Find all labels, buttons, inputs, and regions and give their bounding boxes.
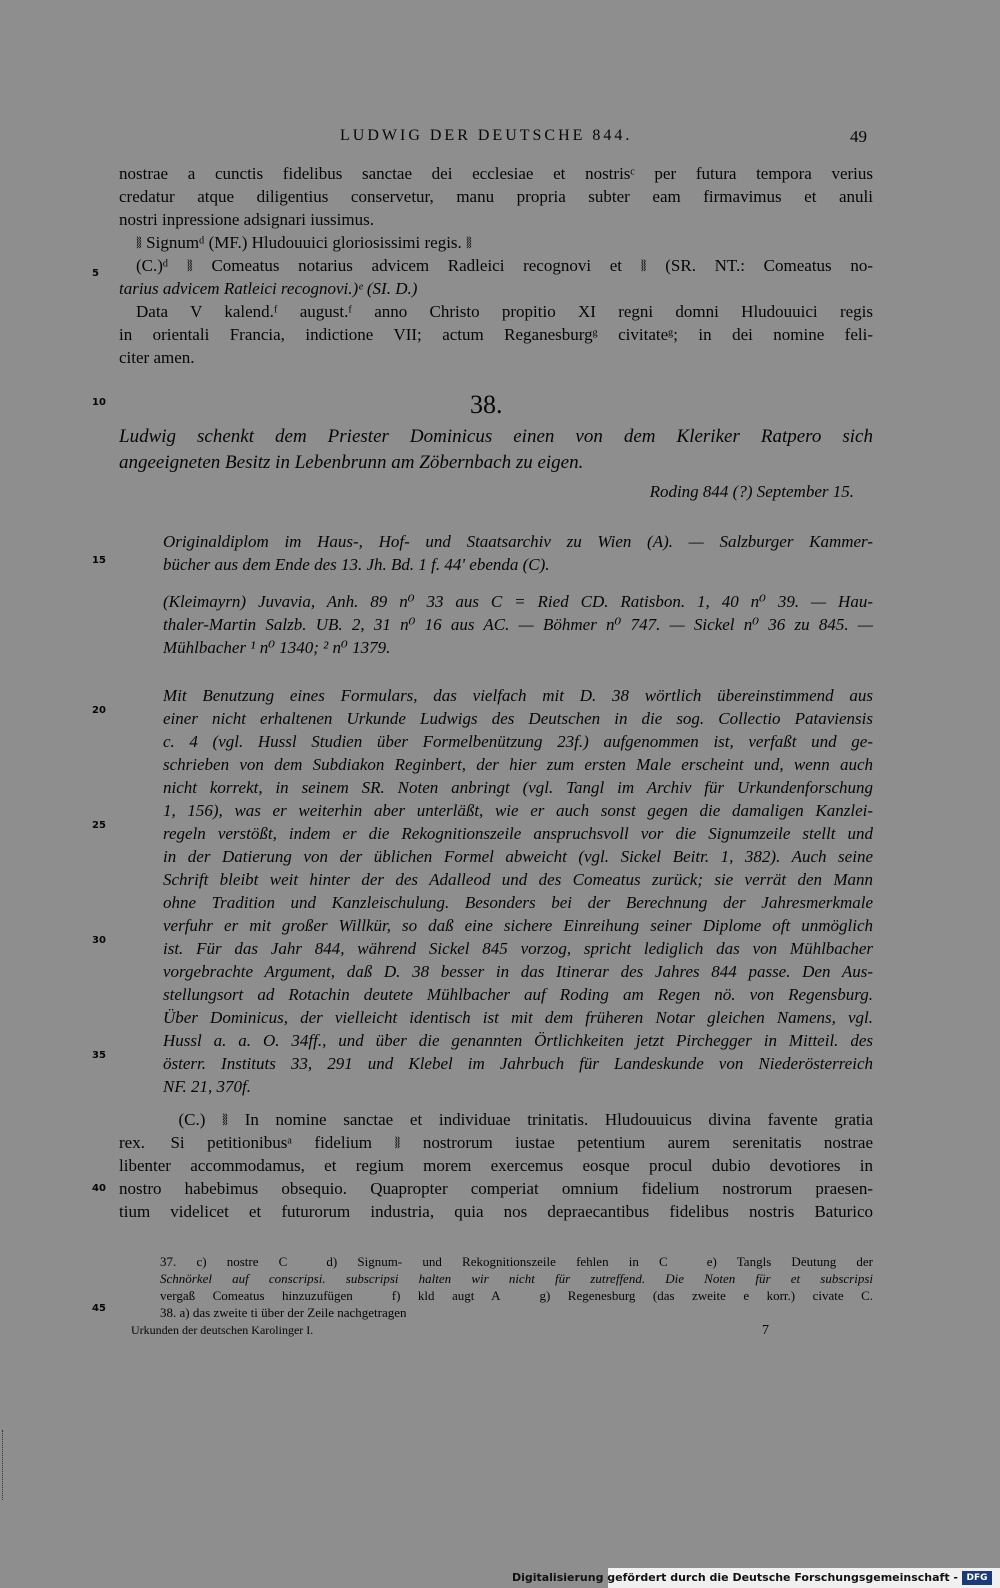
text-line: in der Datierung von der üblichen Formel abweicht (vgl. Sickel Beitr. 1, 382). Auch seine — [163, 847, 873, 866]
line-number: 15 — [92, 555, 106, 566]
date-place: Roding 844 (?) September 15. — [649, 482, 854, 501]
footnote-line: 37. c) nostre C d) Signum- und Rekognitionszeile fehlen in C e) Tangls Deutung der — [160, 1254, 873, 1269]
signature-line: Urkunden der deutschen Karolinger I. — [131, 1323, 314, 1337]
text-line: Mit Benutzung eines Formulars, das vielfach mit D. 38 wörtlich übereinstimmend aus — [163, 686, 873, 705]
text-line: (Kleimayrn) Juvavia, Anh. 89 n⁰ 33 aus C = Ried CD. Ratisbon. 1, 40 n⁰ 39. — Hau- — [163, 592, 873, 611]
text-line: Schrift bleibt weit hinter der des Adalleod und des Comeatus zurück; sie verrät den Mann — [163, 870, 873, 889]
text-line: libenter accommodamus, et regium morem exercemus eosque procul dubio devotiores in — [119, 1156, 873, 1175]
line-number: 25 — [92, 820, 106, 831]
document-number: 38. — [470, 390, 503, 419]
footnote-line: 38. a) das zweite ti über der Zeile nachgetragen — [160, 1305, 407, 1320]
text-line: ⧚ Signumᵈ (MF.) Hludouuici gloriosissimi regis. ⧚ — [119, 233, 472, 252]
previous-document-text — [119, 162, 873, 369]
line-number: 5 — [92, 268, 99, 279]
sheet-number: 7 — [762, 1323, 769, 1338]
text-line: Über Dominicus, der vielleicht identisch ist mit dem früheren Notar gleichen Namens, vgl. — [163, 1008, 873, 1027]
commentary — [163, 684, 873, 1098]
text-line: ohne Tradition und Kanzleischulung. Besonders bei der Berechnung der Jahresmerkmale — [163, 893, 873, 912]
text-line: tarius advicem Ratleici recognovi.)ᵉ (SI. D.) — [119, 279, 418, 298]
text-line: Originaldiplom im Haus-, Hof- und Staatsarchiv zu Wien (A). — Salzburger Kammer- — [163, 532, 873, 551]
text-line: tium videlicet et futurorum industria, quia nos depraecantibus fidelibus nostris Baturico — [119, 1202, 873, 1221]
text-line: regeln verstößt, indem er die Rekognitionszeile anspruchsvoll vor die Signumzeile stellt und — [163, 824, 873, 843]
text-line: verfuhr er mit großer Willkür, so daß eine sichere Einreihung seiner Diplome oft unmöglich — [163, 916, 873, 935]
text-line: bücher aus dem Ende des 13. Jh. Bd. 1 f. 44' ebenda (C). — [163, 555, 550, 574]
footnote-line: Schnörkel auf conscripsi. subscripsi halten wir nicht für zutreffend. Die Noten für et subscripsi — [160, 1271, 873, 1286]
text-line: credatur atque diligentius conservetur, manu propria subter eam firmavimus et anuli — [119, 187, 873, 206]
funding-credit: Digitalisierung gefördert durch die Deutsche Forschungsgemeinschaft - — [511, 1571, 958, 1584]
scan-margin-mark — [2, 1430, 9, 1500]
text-line: einer nicht erhaltenen Urkunde Ludwigs des Deutschen in die sog. Collectio Pataviensis — [163, 709, 873, 728]
text-line: nostrae a cunctis fidelibus sanctae dei ecclesiae et nostrisᶜ per futura tempora verius — [119, 164, 873, 183]
text-line: nostro habebimus obsequio. Quapropter comperiat omnium fidelium nostrorum praesen- — [119, 1179, 873, 1198]
line-number: 30 — [92, 935, 106, 946]
line-number: 35 — [92, 1050, 106, 1061]
text-line: Mühlbacher ¹ n⁰ 1340; ² n⁰ 1379. — [163, 638, 391, 657]
text-line: c. 4 (vgl. Hussl Studien über Formelbenützung 23f.) aufgenommen ist, verfaßt und ge- — [163, 732, 873, 751]
charter-text — [119, 1108, 873, 1223]
line-number: 10 — [92, 397, 106, 408]
text-line: schrieben von dem Subdiakon Reginbert, der hier zum ersten Male erscheint und, wenn auch — [163, 755, 873, 774]
text-line: nicht korrekt, in seinem SR. Noten anbringt (vgl. Tangl im Archiv für Urkundenforschung — [163, 778, 873, 797]
text-line: nostri inpressione adsignari iussimus. — [119, 210, 374, 229]
page-number: 49 — [850, 127, 867, 146]
line-number: 40 — [92, 1183, 106, 1194]
text-line: ist. Für das Jahr 844, während Sickel 845 vorzog, spricht lediglich das von Mühlbacher — [163, 939, 873, 958]
footnote-line: vergaß Comeatus hinzuzufügen f) kld augt A g) Regenesburg (das zweite e korr.) civate C. — [160, 1288, 873, 1303]
text-line: rex. Si petitionibusᵃ fidelium ⧚ nostrorum iustae petentium aurem serenitatis nostrae — [119, 1133, 873, 1152]
text-line: (C.) ⧚ In nomine sanctae et individuae trinitatis. Hludouuicus divina favente gratia — [119, 1110, 873, 1129]
text-line: Data V kalend.ᶠ august.ᶠ anno Christo propitio XI regni domni Hludouuici regis — [119, 302, 873, 321]
footnotes — [160, 1253, 873, 1321]
regest-line: angeeigneten Besitz in Lebenbrunn am Zöbernbach zu eigen. — [119, 452, 584, 473]
text-line: stellungsort ad Rotachin deutete Mühlbacher auf Roding am Regen nö. von Regensburg. — [163, 985, 873, 1004]
text-line: in orientali Francia, indictione VII; actum Reganesburgᵍ civitateᵍ; in dei nomine feli- — [119, 325, 873, 344]
regest — [119, 424, 873, 476]
text-line: (C.)ᵈ ⧚ Comeatus notarius advicem Radleici recognovi et ⧚ (SR. NT.: Comeatus no- — [119, 256, 873, 275]
text-line: Hussl a. a. O. 34ff., und über die genannten Örtlichkeiten jetzt Pirchegger in Mitteil. des — [163, 1031, 873, 1050]
text-line: 1, 156), was er weiterhin aber unterläßt, wie er auch sonst gegen die damaligen Kanzlei- — [163, 801, 873, 820]
regest-line: Ludwig schenkt dem Priester Dominicus einen von dem Kleriker Ratpero sich — [119, 426, 873, 447]
line-number: 45 — [92, 1303, 106, 1314]
text-line: österr. Instituts 33, 291 und Klebel im Jahrbuch für Landeskunde von Niederösterreich — [163, 1054, 873, 1073]
text-line: thaler-Martin Salzb. UB. 2, 31 n⁰ 16 aus AC. — Böhmer n⁰ 747. — Sickel n⁰ 36 zu 845. — — [163, 615, 873, 634]
dfg-logo-icon: DFG — [962, 1571, 992, 1585]
line-number: 20 — [92, 705, 106, 716]
text-line: citer amen. — [119, 348, 195, 367]
text-line: NF. 21, 370f. — [163, 1077, 252, 1096]
literature — [163, 590, 873, 659]
tradition — [163, 530, 873, 576]
text-line: vorgebrachte Argument, daß D. 38 besser in das Itinerar des Jahres 844 passe. Den Aus- — [163, 962, 873, 981]
running-header: LUDWIG DER DEUTSCHE 844. — [340, 127, 633, 144]
